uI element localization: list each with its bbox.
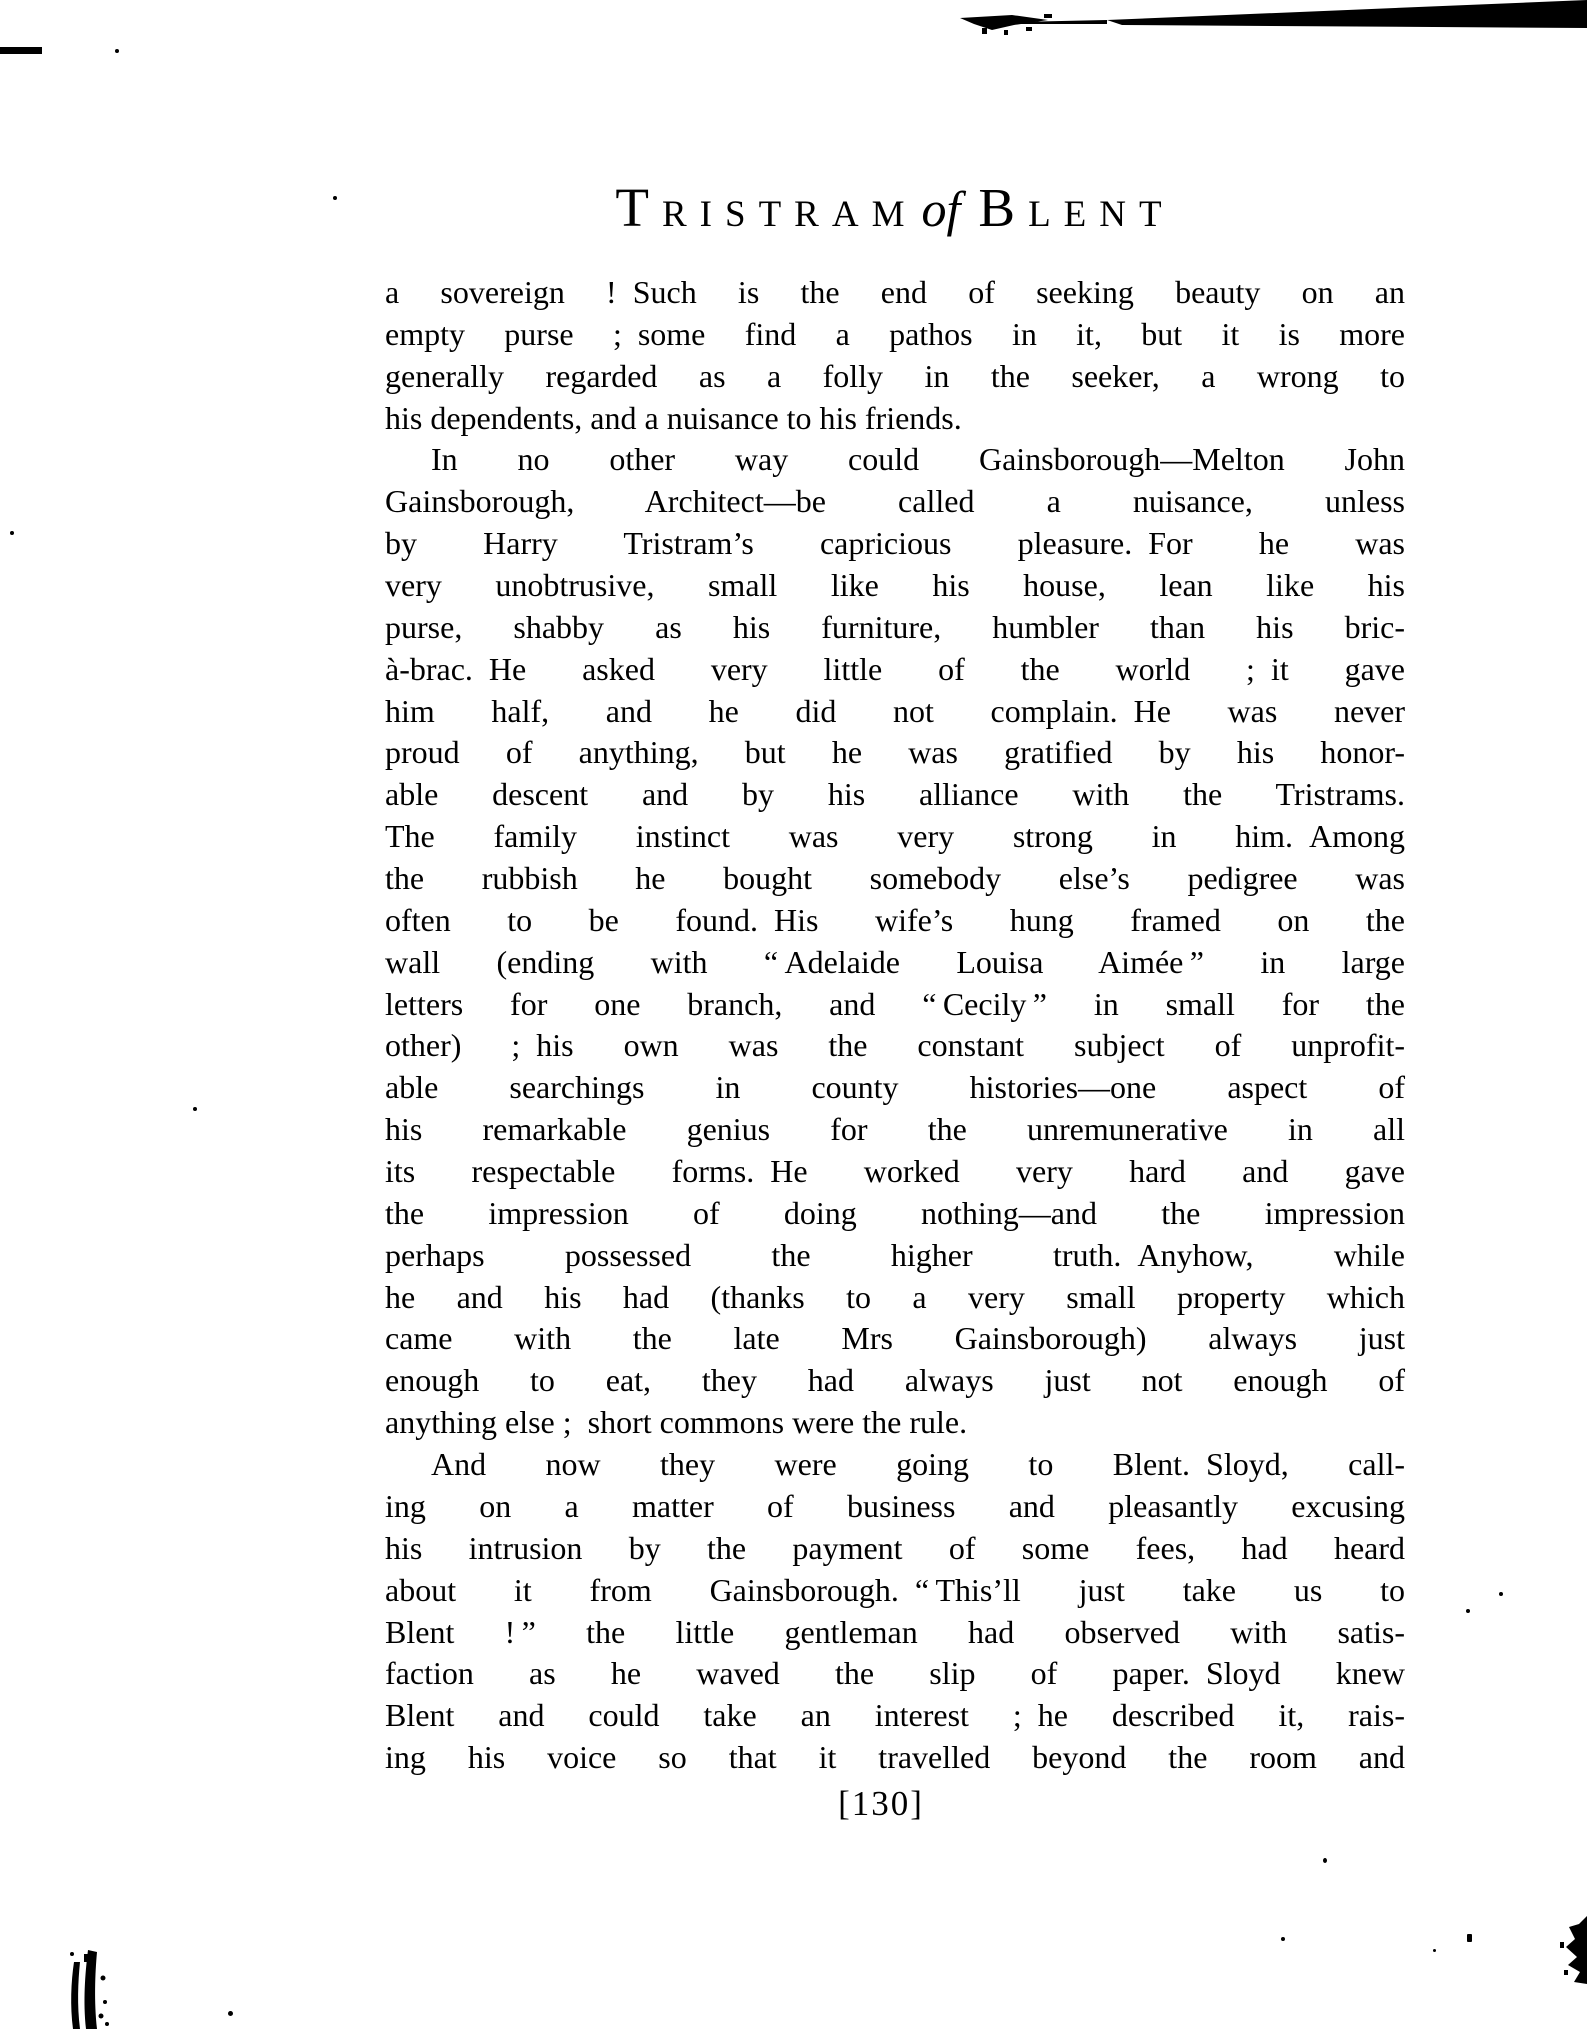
text-line: by Harry Tristram’s capricious pleasure. For he was [385, 525, 1405, 562]
text-line: he and his had (thanks to a very small property which [385, 1278, 1405, 1315]
scan-artifact-top-right-wedge [952, 0, 1587, 40]
running-head-word-blent [978, 177, 1175, 238]
scan-speck [1467, 1934, 1472, 1942]
scan-speck [115, 49, 119, 53]
text-line: And now they were going to Blent. Sloyd, call- [431, 1446, 1405, 1483]
text-line: proud of anything, but he was gratified by his honor- [385, 734, 1405, 771]
text-line: his remarkable genius for the unremunerative in all [385, 1111, 1405, 1148]
scan-speck [1466, 1609, 1470, 1613]
small-caps-lent: LENT [1028, 194, 1175, 235]
scan-speck [333, 196, 337, 200]
text-line: perhaps possessed the higher truth. Anyhow, while [385, 1236, 1405, 1273]
text-line: Blent ! ” the little gentleman had observed with satis- [385, 1613, 1405, 1650]
text-line: ing on a matter of business and pleasantly excusing [385, 1487, 1405, 1524]
text-line: The family instinct was very strong in him. Among [385, 818, 1405, 855]
scan-artifact-bottom-right-blob [1558, 1916, 1587, 1984]
text-line: Gainsborough, Architect—be called a nuisance, unless [385, 483, 1405, 520]
text-line: enough to eat, they had always just not enough of [385, 1362, 1405, 1399]
text-line: the impression of doing nothing—and the impression [385, 1194, 1405, 1231]
text-line: its respectable forms. He worked very hard and gave [385, 1153, 1405, 1190]
running-head-word-tristram [615, 177, 918, 238]
text-line: Blent and could take an interest ; he described it, rais- [385, 1697, 1405, 1734]
drop-capital-b: B [978, 177, 1029, 238]
text-line: very unobtrusive, small like his house, lean like his [385, 567, 1405, 604]
text-line: able descent and by his alliance with the Tristrams. [385, 776, 1405, 813]
text-line: generally regarded as a folly in the seeker, a wrong to [385, 357, 1405, 394]
text-line: purse, shabby as his furniture, humbler than his bric- [385, 608, 1405, 645]
scan-speck [10, 531, 14, 535]
text-line: able searchings in county histories—one aspect of [385, 1069, 1405, 1106]
scan-speck [1281, 1937, 1285, 1941]
page-text [385, 272, 1405, 1779]
italic-of: of [921, 181, 961, 237]
scan-speck [228, 2011, 233, 2016]
text-line: other) ; his own was the constant subject of unprofit- [385, 1027, 1405, 1064]
running-head [385, 177, 1405, 238]
scan-artifact-top-left-dash [0, 47, 42, 54]
page-number: [130] [838, 1784, 924, 1823]
scan-speck [193, 1107, 197, 1111]
text-line: him half, and he did not complain. He was never [385, 692, 1405, 729]
scan-speck [1499, 1592, 1503, 1596]
small-caps-ristram: RISTRAM [662, 194, 918, 235]
text-line: about it from Gainsborough. “ This’ll just take us to [385, 1571, 1405, 1608]
text-line: often to be found. His wife’s hung framed on the [385, 901, 1405, 938]
text-line: the rubbish he bought somebody else’s pedigree was [385, 860, 1405, 897]
drop-capital-t: T [615, 177, 662, 238]
scan-artifact-bottom-left-streaks [60, 1950, 116, 2029]
text-line: wall (ending with “ Adelaide Louisa Aimée ” in large [385, 943, 1405, 980]
text-line: his intrusion by the payment of some fees, had heard [385, 1529, 1405, 1566]
text-line: faction as he waved the slip of paper. Sloyd knew [385, 1655, 1405, 1692]
text-line: a sovereign ! Such is the end of seeking beauty on an [385, 274, 1405, 310]
text-line: In no other way could Gainsborough—Melton John [431, 441, 1405, 478]
text-line: his dependents, and a nuisance to his friends. [385, 399, 962, 436]
scan-speck [1433, 1949, 1436, 1952]
text-line: letters for one branch, and “ Cecily ” in small for the [385, 985, 1405, 1022]
scan-speck [1323, 1858, 1327, 1863]
text-line: à-brac. He asked very little of the world ; it gave [385, 650, 1405, 687]
text-line: empty purse ; some find a pathos in it, but it is more [385, 315, 1405, 352]
text-line: ing his voice so that it travelled beyond the room and [385, 1739, 1405, 1776]
text-line: anything else ; short commons were the rule. [385, 1404, 968, 1441]
text-line: came with the late Mrs Gainsborough) always just [385, 1320, 1405, 1357]
